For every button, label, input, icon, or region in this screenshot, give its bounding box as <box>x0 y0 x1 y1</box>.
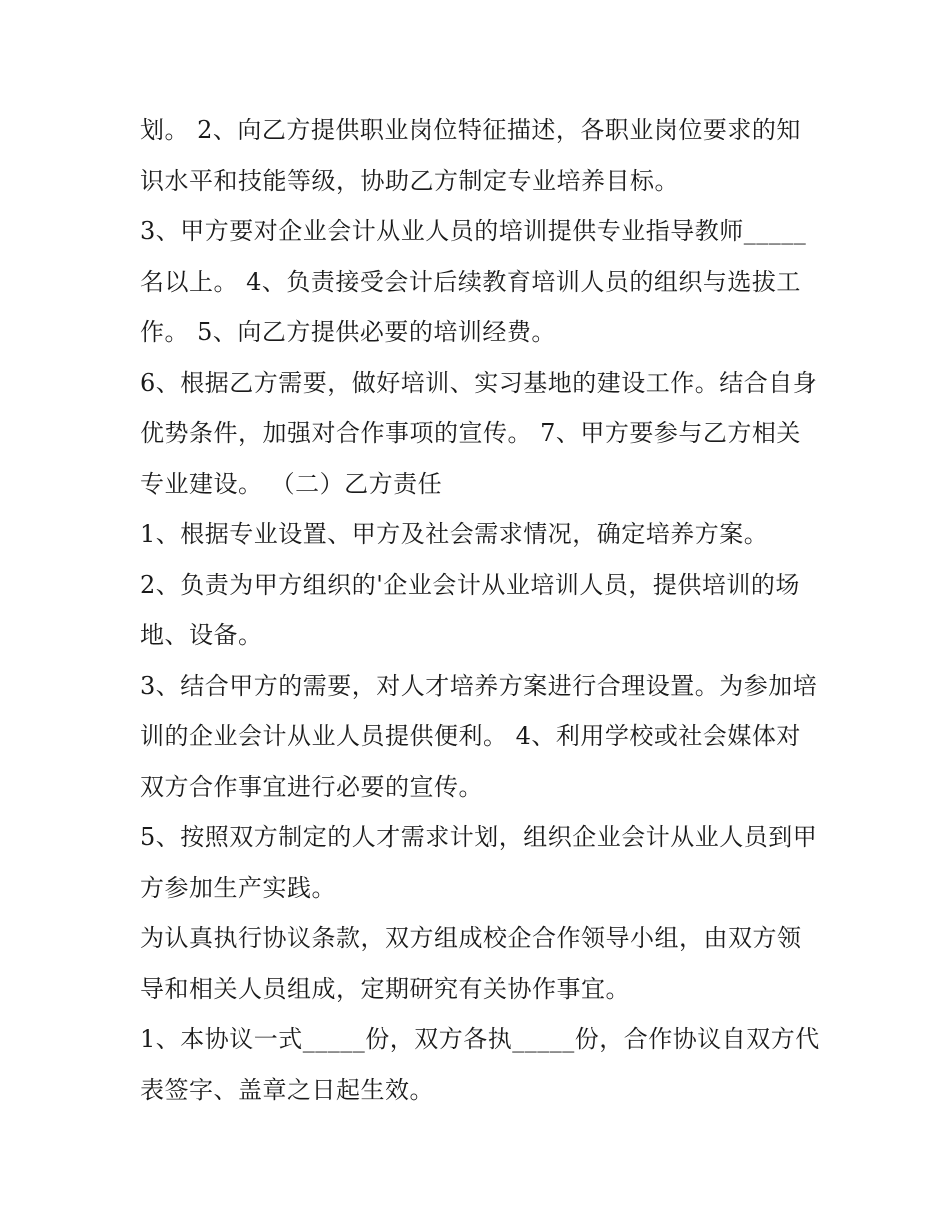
paragraph-7: 5、按照双方制定的人才需求计划，组织企业会计从业人员到甲方参加生产实践。 <box>140 823 818 902</box>
paragraph-1: 划。 2、向乙方提供职业岗位特征描述，各职业岗位要求的知识水平和技能等级，协助乙方制定专业培养目标。 <box>140 116 801 195</box>
paragraph-2: 3、甲方要对企业会计从业人员的培训提供专业指导教师_____名以上。 4、负责接受会计后续教育培训人员的组织与选拔工作。 5、向乙方提供必要的培训经费。 <box>140 217 807 346</box>
document-body <box>140 105 820 1115</box>
paragraph-3: 6、根据乙方需要，做好培训、实习基地的建设工作。结合自身优势条件，加强对合作事项的宣传。 7、甲方要参与乙方相关专业建设。 （二）乙方责任 <box>140 368 818 498</box>
paragraph-5: 2、负责为甲方组织的'企业会计从业培训人员，提供培训的场地、设备。 <box>140 570 800 649</box>
paragraph-9: 1、本协议一式_____份，双方各执_____份，合作协议自双方代表签字、盖章之日起生效。 <box>140 1025 820 1104</box>
paragraph-4: 1、根据专业设置、甲方及社会需求情况，确定培养方案。 <box>140 520 769 548</box>
paragraph-8: 为认真执行协议条款，双方组成校企合作领导小组，由双方领导和相关人员组成，定期研究有关协作事宜。 <box>140 924 802 1003</box>
paragraph-6: 3、结合甲方的需要，对人才培养方案进行合理设置。为参加培训的企业会计从业人员提供便利。 4、利用学校或社会媒体对双方合作事宜进行必要的宣传。 <box>140 671 818 801</box>
